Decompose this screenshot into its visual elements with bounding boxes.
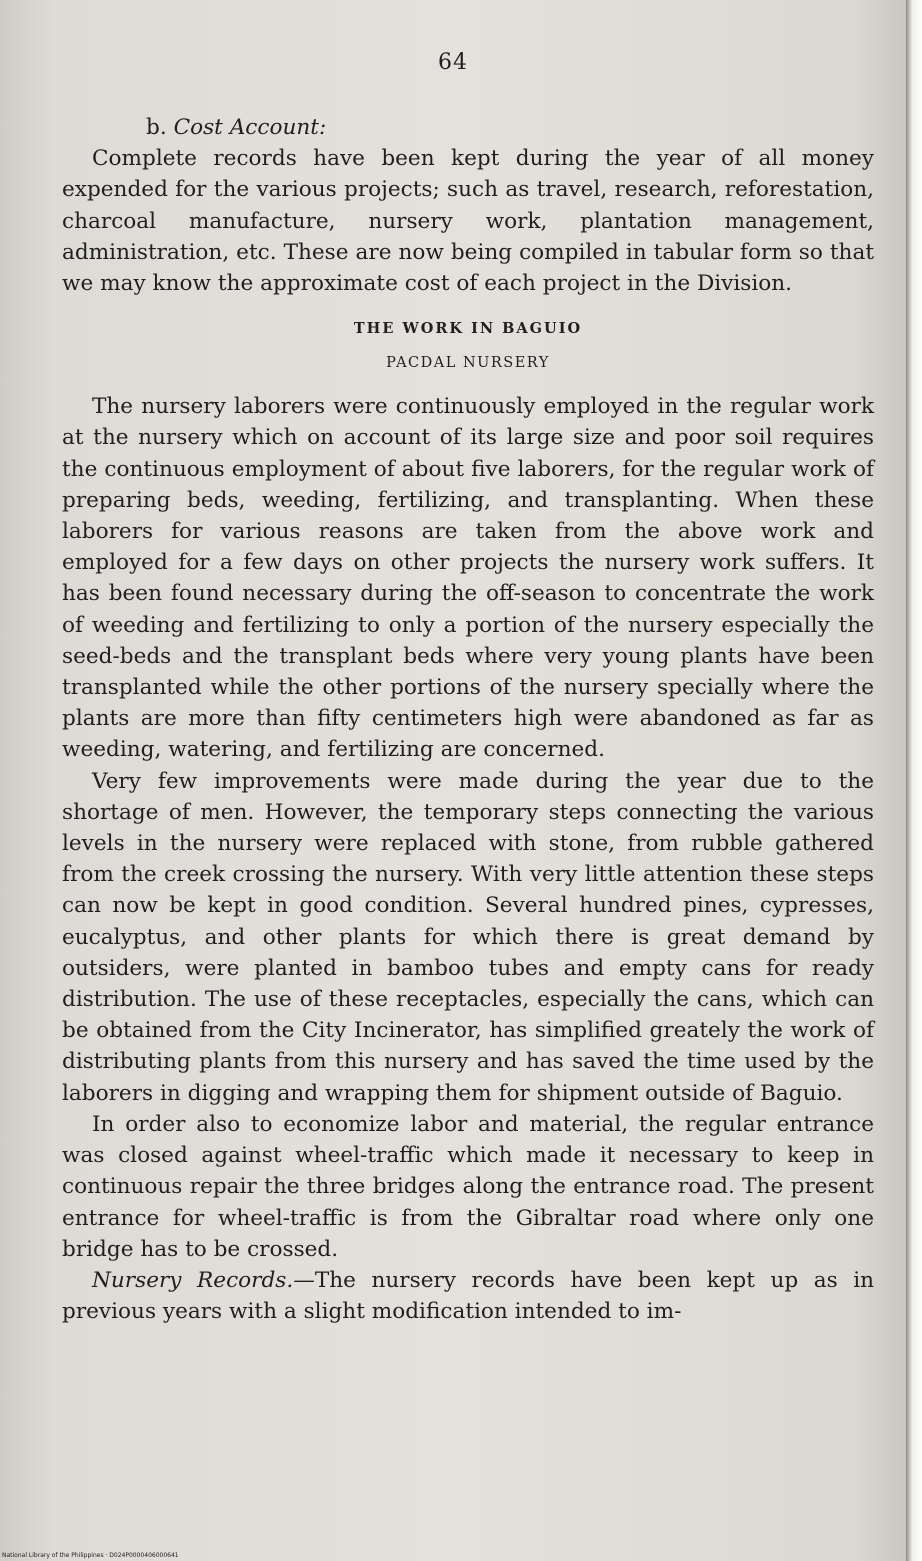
body-paragraph-3: In order also to economize labor and material, the regular entrance was closed against wheel-traffic which made it necessary to keep in continuous repair the three bridges along the entrance road. The present entrance for wheel-traffic is from the Gibraltar road where only one bridge has to be crossed. (62, 1111, 874, 1262)
cost-account-paragraph: Complete records have been kept during the year of all money expended for the various projects; such as travel, research, reforestation, charcoal manufacture, nursery work, plantation management, administration, etc. These are now being compiled in tabular form so that we may know the approximate cost of each project in the Division. (62, 146, 874, 297)
cost-account-subheading (146, 112, 874, 143)
section-heading: THE WORK IN BAGUIO (353, 320, 583, 338)
nursery-records-paragraph (62, 1265, 874, 1327)
cost-account-label: Cost Account: (173, 115, 327, 140)
section-subheading: PACDAL NURSERY (386, 355, 550, 372)
page-content (62, 112, 874, 1327)
nursery-records-heading: Nursery Records. (92, 1267, 294, 1293)
page-edge (906, 0, 922, 1561)
body-paragraph-2: Very few improvements were made during the year due to the shortage of men. However, the temporary steps connecting the various levels in the nursery were replaced with stone, from rubble gathered from the creek crossing the nursery. With very little attention these steps can now be kept in good condition. Several hundred pines, cypresses, eucalyptus, and other plants for which there is great demand by outsiders, were planted in bamboo tubes and empty cans for ready distribution. The use of these receptacles, especially the cans, which can be obtained from the City Incinerator, has simplified greately the work of distributing plants from this nursery and has saved the time used by the laborers in digging and wrapping them for shipment outside of Baguio. (62, 768, 874, 1106)
body-paragraph-1: The nursery laborers were continuously employed in the regular work at the nursery which on account of its large size and poor soil requires the continuous employment of about five laborers, for the regular work of preparing beds, weeding, fertilizing, and transplanting. When these laborers for various reasons are taken from the above work and employed for a few days on other projects the nursery work suffers. It has been found necessary during the off-season to concentrate the work of weeding and fertilizing to only a portion of the nursery especially the seed-beds and the transplant beds where very young plants have been transplanted while the other portions of the nursery specially where the plants are more than fifty centimeters high were abandoned as far as weeding, watering, and fertilizing are concerned. (62, 394, 874, 763)
library-footer: National Library of the Philippines · D024P0000406000641 (2, 1552, 179, 1559)
nursery-records-text: —The nursery records have been kept up as in previous years with a slight modification intended to im- (62, 1267, 875, 1325)
cost-account-prefix: b. (146, 115, 174, 140)
page-number: 64 (438, 50, 468, 75)
